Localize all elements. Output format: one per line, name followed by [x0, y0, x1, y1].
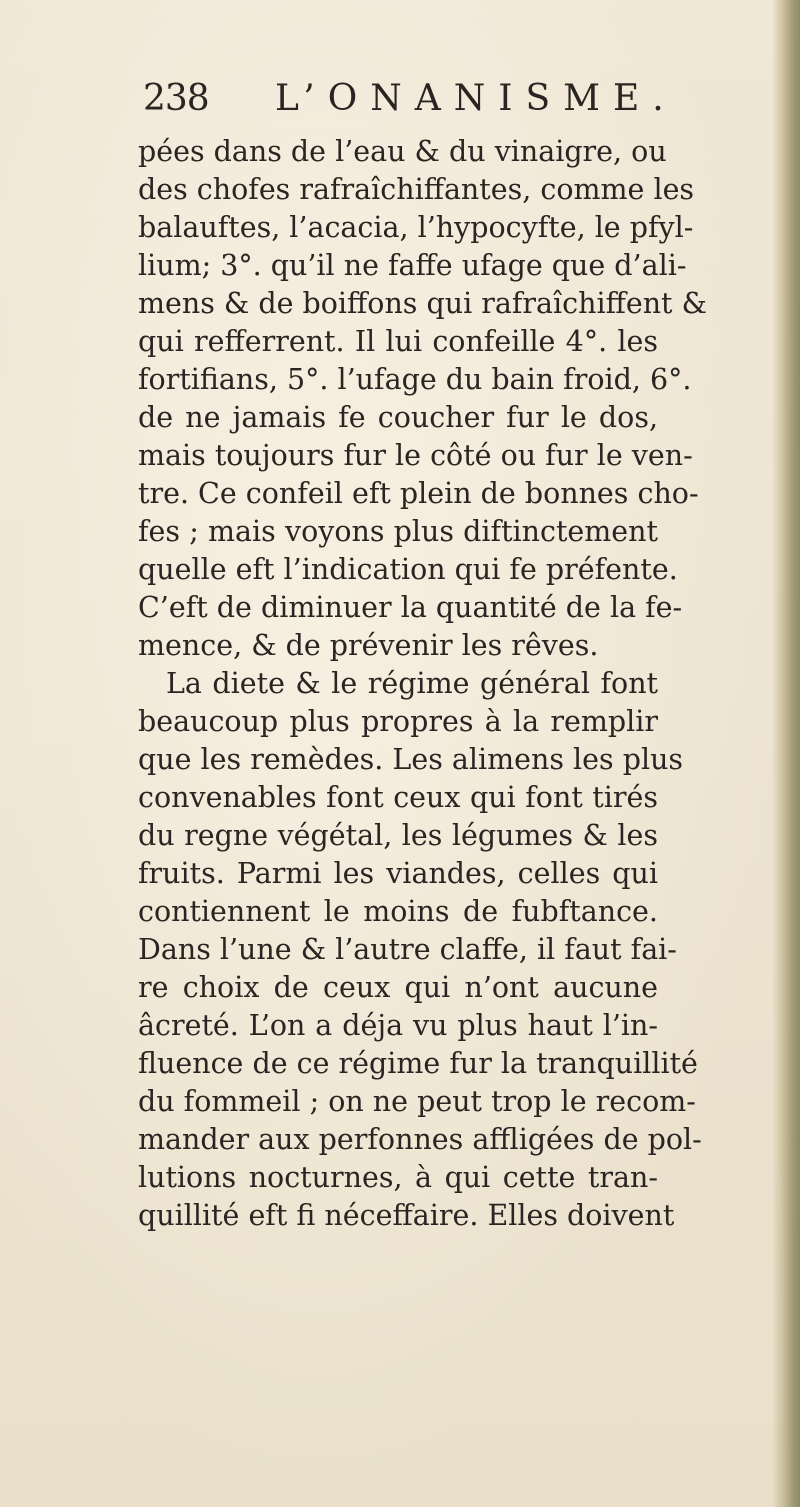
text-line: balauftes, l’acacia, l’hypocyfte, le pfyl-: [138, 211, 694, 244]
text-line: fruits. Parmi les viandes, celles qui: [138, 857, 658, 890]
text-line: mence, & de prévenir les rêves.: [138, 629, 599, 662]
text-line: lium; 3°. qu’il ne faffe ufage que d’ali-: [138, 249, 687, 282]
paragraph-start-line: La diete & le régime général font: [166, 667, 658, 700]
text-line: fortifians, 5°. l’ufage du bain froid, 6°.: [138, 363, 692, 396]
text-line: re choix de ceux qui n’ont aucune: [138, 971, 658, 1004]
page-edge-shadow: [772, 0, 800, 1507]
text-line: quillité eft fi néceffaire. Elles doivent: [138, 1199, 675, 1232]
text-line: pées dans de l’eau & du vinaigre, ou: [138, 135, 667, 168]
body-text: [138, 133, 707, 1235]
text-line: convenables font ceux qui font tirés: [138, 781, 658, 814]
text-line: Dans l’une & l’autre claffe, il faut fai-: [138, 933, 677, 966]
text-line: tre. Ce confeil eft plein de bonnes cho-: [138, 477, 699, 510]
text-line: quelle eft l’indication qui fe préfente.: [138, 553, 678, 586]
text-line: que les remèdes. Les alimens les plus: [138, 743, 684, 776]
text-line: qui refferrent. Il lui confeille 4°. les: [138, 325, 658, 358]
text-line: beaucoup plus propres à la remplir: [138, 705, 658, 738]
page-number: 238: [143, 78, 209, 119]
text-line: mens & de boiffons qui rafraîchiffent &: [138, 287, 707, 320]
running-header: [143, 78, 677, 128]
text-line: contiennent le moins de fubftance.: [138, 895, 658, 928]
text-line: fes ; mais voyons plus diftinctement: [138, 515, 658, 548]
text-line: du regne végétal, les légumes & les: [138, 819, 658, 852]
text-line: du fommeil ; on ne peut trop le recom-: [138, 1085, 696, 1118]
text-line: de ne jamais fe coucher fur le dos,: [138, 401, 658, 434]
text-line: mander aux perfonnes affligées de pol-: [138, 1123, 702, 1156]
text-line: âcreté. L’on a déja vu plus haut l’in-: [138, 1009, 658, 1042]
text-line: fluence de ce régime fur la tranquillité: [138, 1047, 698, 1080]
running-title: L’ONANISME.: [275, 78, 677, 119]
text-line: des chofes rafraîchiffantes, comme les: [138, 173, 695, 206]
text-line: mais toujours fur le côté ou fur le ven-: [138, 439, 693, 472]
text-line: lutions nocturnes, à qui cette tran-: [138, 1161, 658, 1194]
text-line: C’eft de diminuer la quantité de la fe-: [138, 591, 683, 624]
